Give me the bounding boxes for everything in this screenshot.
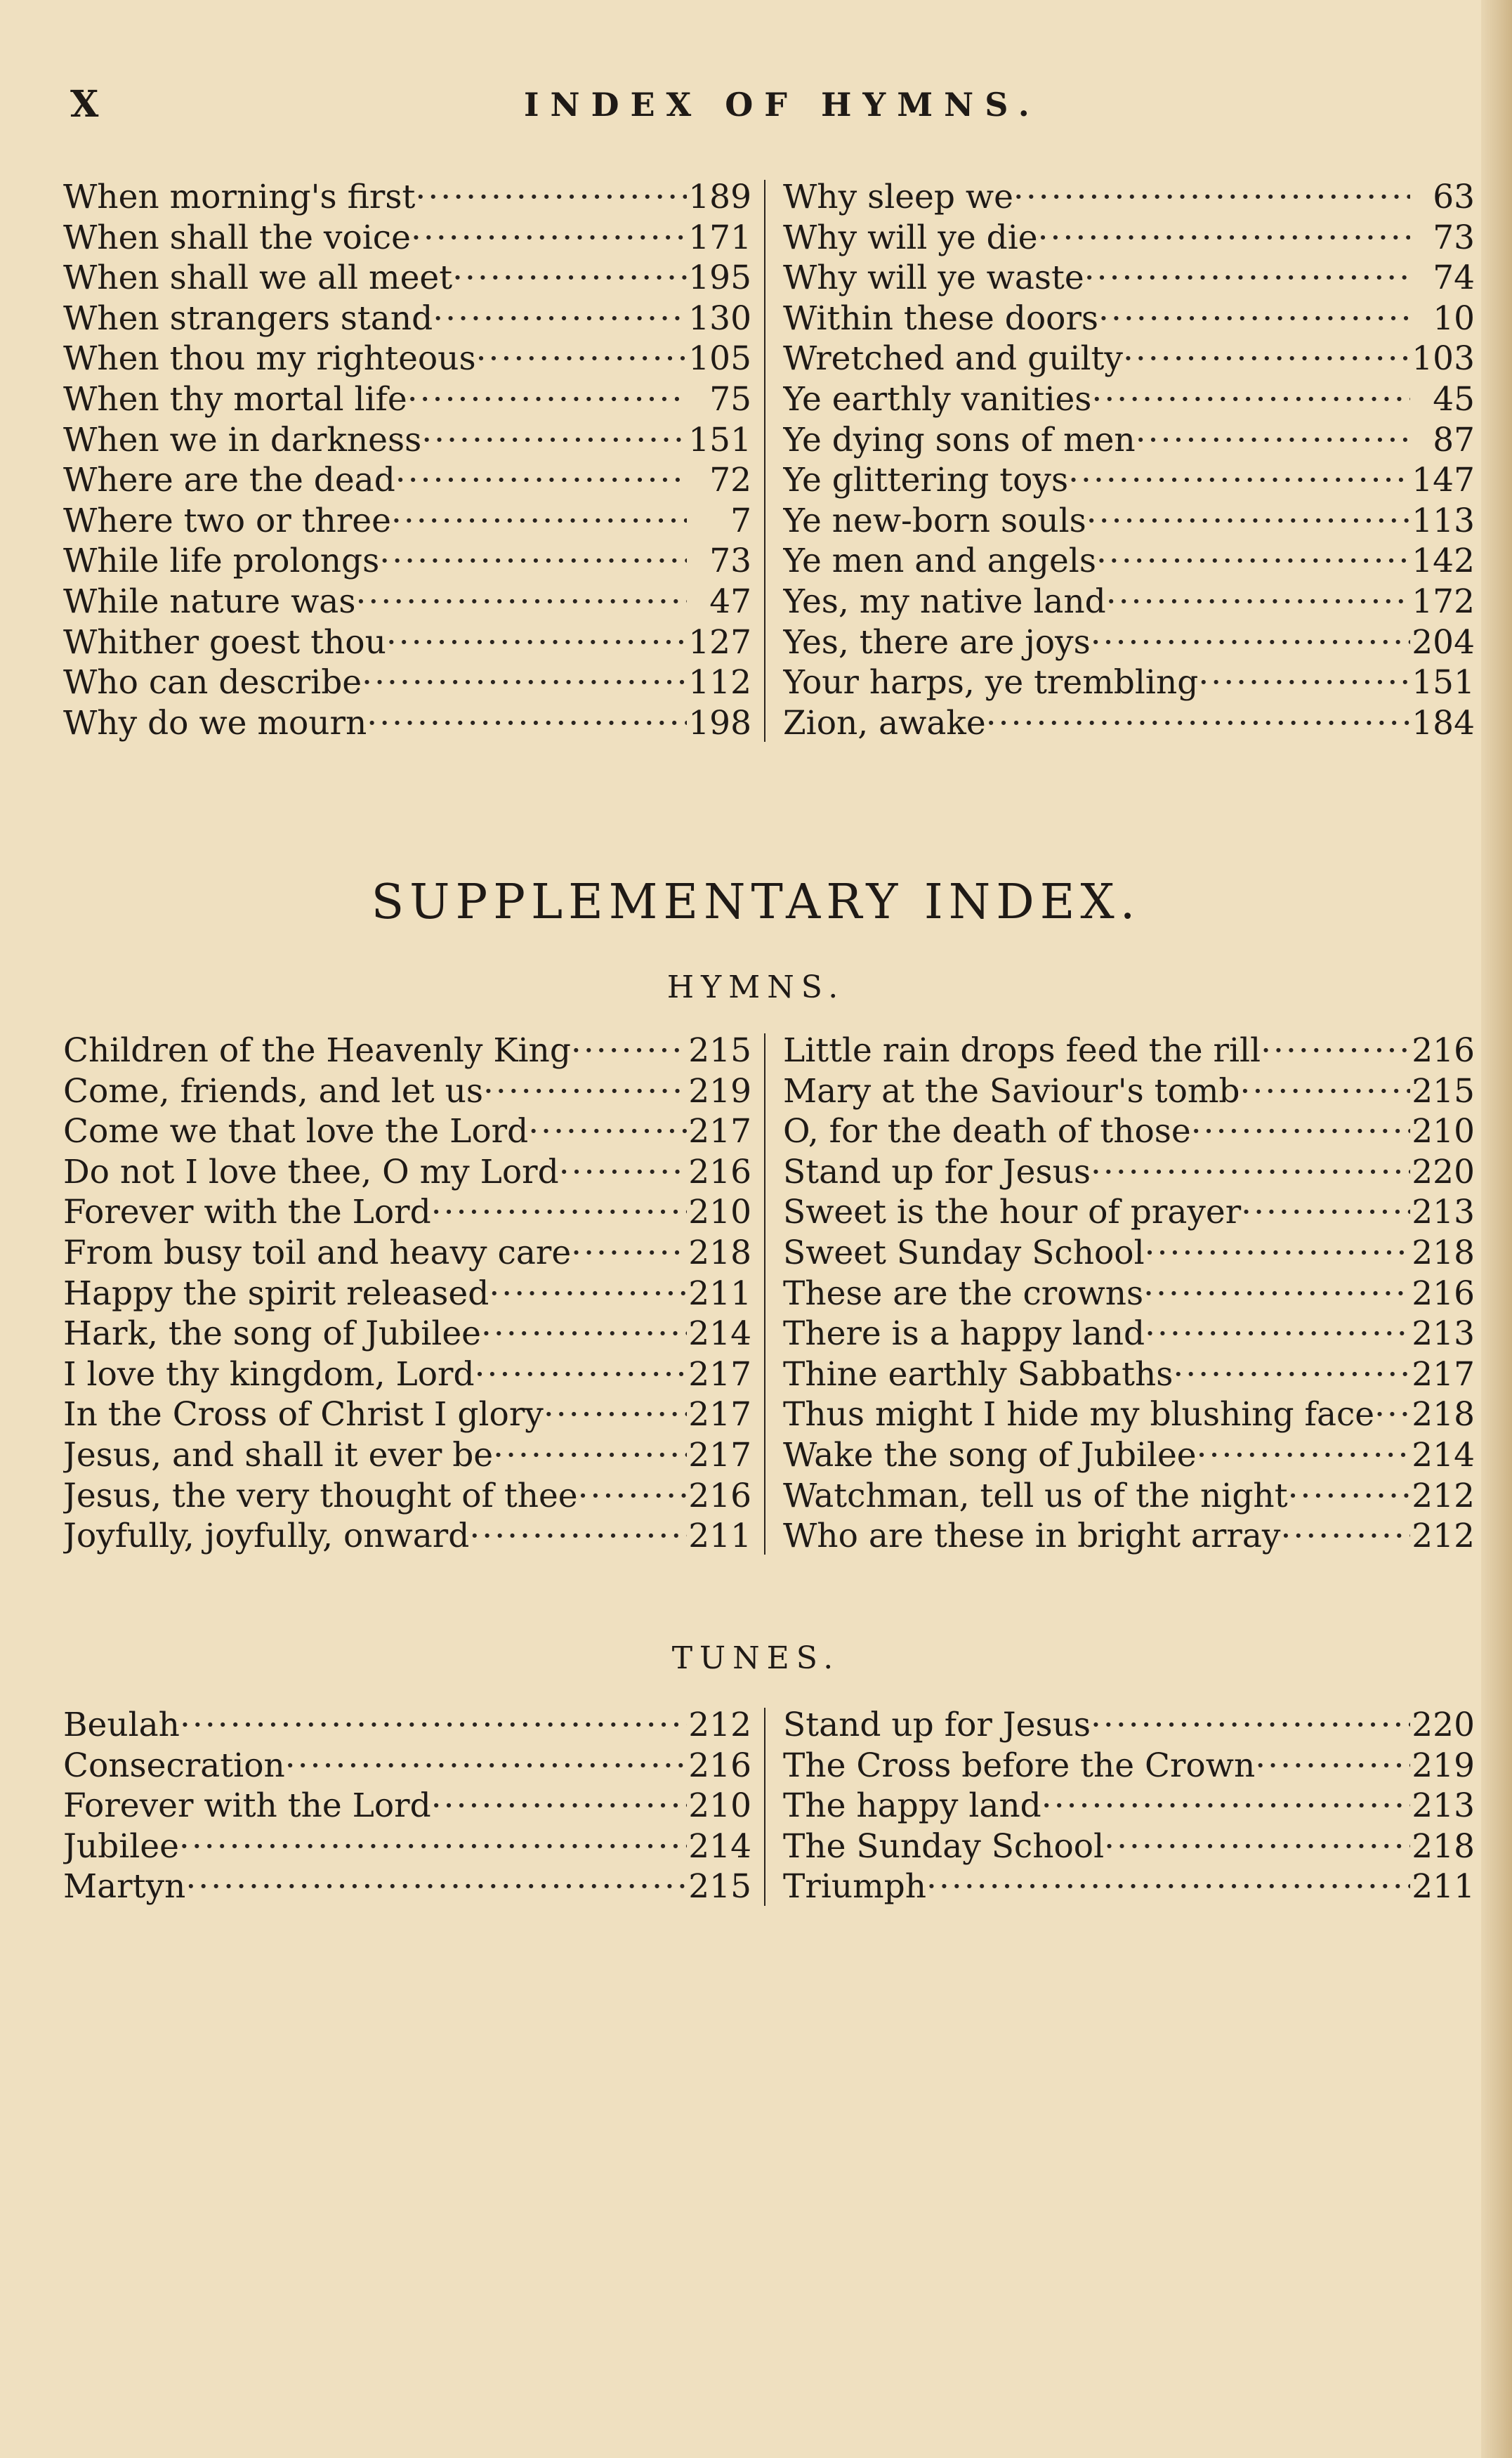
- entry-page-number: 198: [688, 703, 751, 743]
- index-entry: [783, 1516, 1475, 1557]
- dot-leader: [386, 622, 687, 663]
- dot-leader: [1241, 1192, 1410, 1233]
- index-entry: [63, 299, 751, 339]
- dot-leader: [469, 1516, 687, 1557]
- dot-leader: [571, 1031, 687, 1071]
- dot-leader: [528, 1111, 687, 1152]
- entry-page-number: 87: [1433, 420, 1475, 459]
- entry-title: Ye glittering toys: [783, 461, 1069, 500]
- dot-leader: [1068, 460, 1410, 501]
- entry-title: Mary at the Saviour's tomb: [783, 1071, 1240, 1111]
- dot-leader: [1280, 1516, 1410, 1557]
- index-entry: [63, 1476, 751, 1517]
- dot-leader: [1084, 258, 1410, 299]
- entry-page-number: 216: [688, 1152, 751, 1191]
- entry-title: I love thy kingdom, Lord: [63, 1354, 475, 1394]
- dot-leader: [1288, 1476, 1410, 1517]
- entry-page-number: 204: [1412, 622, 1475, 662]
- index-entry: [783, 1867, 1475, 1907]
- index-entry: [63, 1354, 751, 1395]
- dot-leader: [1106, 582, 1410, 622]
- entry-page-number: 215: [688, 1031, 751, 1070]
- dot-leader: [1041, 1786, 1410, 1826]
- entry-title: Watchman, tell us of the night: [783, 1476, 1288, 1515]
- page-number: X: [70, 83, 100, 126]
- entry-page-number: 72: [709, 461, 751, 500]
- entry-title: Stand up for Jesus: [783, 1152, 1091, 1191]
- entry-page-number: 211: [1412, 1867, 1475, 1907]
- entry-page-number: 103: [1412, 339, 1475, 379]
- entry-page-number: 73: [1433, 218, 1475, 257]
- index-entry: [63, 1826, 751, 1867]
- entry-title: Martyn: [63, 1867, 186, 1907]
- entry-title: Where two or three: [63, 501, 391, 540]
- entry-page-number: 172: [1412, 582, 1475, 621]
- dot-leader: [1374, 1394, 1410, 1435]
- dot-leader: [452, 258, 687, 299]
- entry-page-number: 218: [1412, 1826, 1475, 1866]
- entry-page-number: 127: [688, 622, 751, 662]
- index-entry: [783, 1746, 1475, 1786]
- dot-leader: [1255, 1746, 1410, 1786]
- index-entry: [783, 1394, 1475, 1435]
- dot-leader: [1104, 1826, 1410, 1867]
- entry-page-number: 210: [688, 1786, 751, 1826]
- entry-title: Your harps, ye trembling: [783, 663, 1199, 702]
- entry-title: While life prolongs: [63, 542, 380, 581]
- entry-page-number: 213: [1412, 1193, 1475, 1232]
- index-entry: [63, 1274, 751, 1314]
- entry-title: Sweet Sunday School: [783, 1233, 1145, 1272]
- index-entry: [63, 1233, 751, 1274]
- index-entry: [63, 1111, 751, 1152]
- index-entry: [63, 1705, 751, 1746]
- entry-page-number: 142: [1412, 542, 1475, 581]
- entry-page-number: 213: [1412, 1314, 1475, 1354]
- index-entry: [783, 1826, 1475, 1867]
- entry-title: When shall the voice: [63, 218, 411, 257]
- dot-leader: [1123, 339, 1410, 379]
- dot-leader: [1240, 1071, 1410, 1112]
- supplementary-tunes: [63, 1705, 1475, 1910]
- entry-title: Joyfully, joyfully, onward: [63, 1517, 470, 1556]
- dot-leader: [1197, 1435, 1410, 1476]
- entry-title: When thy mortal life: [63, 379, 407, 419]
- entry-title: Yes, my native land: [783, 582, 1106, 621]
- entry-title: Thine earthly Sabbaths: [783, 1354, 1174, 1394]
- entry-title: When shall we all meet: [63, 259, 453, 298]
- entry-title: Thus might I hide my blushing face: [783, 1395, 1375, 1434]
- entry-title: Do not I love thee, O my Lord: [63, 1152, 559, 1191]
- entry-title: Where are the dead: [63, 461, 395, 500]
- dot-leader: [1261, 1031, 1410, 1071]
- index-entry: [63, 501, 751, 542]
- index-entry: [63, 582, 751, 622]
- dot-leader: [1096, 541, 1410, 582]
- dot-leader: [986, 703, 1410, 744]
- entry-page-number: 217: [688, 1112, 751, 1151]
- main-index: [63, 177, 1475, 746]
- entry-title: The happy land: [783, 1786, 1041, 1826]
- entry-page-number: 195: [688, 259, 751, 298]
- entry-title: Ye dying sons of men: [783, 420, 1136, 459]
- index-entry: [783, 1031, 1475, 1071]
- dot-leader: [367, 703, 687, 744]
- index-entry: [63, 1071, 751, 1112]
- column-divider: [764, 180, 765, 742]
- dot-leader: [1098, 299, 1410, 339]
- entry-title: Happy the spirit released: [63, 1274, 489, 1313]
- entry-page-number: 105: [688, 339, 751, 379]
- entry-page-number: 7: [730, 501, 751, 540]
- entry-page-number: 74: [1433, 259, 1475, 298]
- entry-page-number: 63: [1433, 178, 1475, 216]
- entry-title: Jesus, and shall it ever be: [63, 1435, 494, 1475]
- dot-leader: [559, 1152, 687, 1193]
- index-entry: [783, 582, 1475, 622]
- entry-page-number: 218: [1412, 1233, 1475, 1272]
- tunes-heading: TUNES.: [671, 1640, 841, 1676]
- index-entry: [63, 622, 751, 663]
- index-entry: [63, 1314, 751, 1354]
- dot-leader: [355, 582, 687, 622]
- entry-page-number: 10: [1433, 299, 1475, 338]
- supplementary-hymns-left-column: [63, 1031, 751, 1557]
- entry-title: Forever with the Lord: [63, 1193, 431, 1232]
- dot-leader: [1086, 501, 1410, 542]
- index-entry: [63, 339, 751, 379]
- entry-page-number: 217: [1412, 1354, 1475, 1394]
- entry-page-number: 113: [1412, 501, 1475, 540]
- dot-leader: [1091, 1705, 1410, 1746]
- dot-leader: [475, 1354, 687, 1395]
- entry-title: When strangers stand: [63, 299, 433, 338]
- dot-leader: [180, 1705, 687, 1746]
- dot-leader: [433, 299, 687, 339]
- main-index-right-column: [783, 177, 1475, 743]
- entry-title: Wretched and guilty: [783, 339, 1123, 379]
- dot-leader: [1145, 1314, 1410, 1354]
- entry-title: While nature was: [63, 582, 356, 621]
- dot-leader: [421, 420, 687, 461]
- entry-title: Children of the Heavenly King: [63, 1031, 571, 1070]
- dot-leader: [489, 1274, 687, 1314]
- dot-leader: [1143, 1274, 1410, 1314]
- index-entry: [783, 1111, 1475, 1152]
- entry-title: Stand up for Jesus: [783, 1706, 1091, 1744]
- index-entry: [783, 1233, 1475, 1274]
- supplementary-tunes-left-column: [63, 1705, 751, 1907]
- dot-leader: [493, 1435, 687, 1476]
- index-entry: [783, 299, 1475, 339]
- index-entry: [783, 1314, 1475, 1354]
- index-entry: [783, 1435, 1475, 1476]
- index-entry: [63, 258, 751, 299]
- entry-title: Come, friends, and let us: [63, 1071, 483, 1111]
- entry-title: Why will ye waste: [783, 259, 1084, 298]
- entry-title: Whither goest thou: [63, 622, 386, 662]
- index-entry: [63, 1516, 751, 1557]
- entry-page-number: 219: [1412, 1746, 1475, 1785]
- index-entry: [783, 1476, 1475, 1517]
- entry-title: Beulah: [63, 1706, 180, 1744]
- supplementary-hymns-right-column: [783, 1031, 1475, 1557]
- entry-page-number: 220: [1412, 1706, 1475, 1744]
- dot-leader: [544, 1394, 687, 1435]
- entry-page-number: 216: [688, 1746, 751, 1785]
- entry-page-number: 151: [1412, 663, 1475, 702]
- index-entry: [63, 1786, 751, 1826]
- index-entry: [783, 258, 1475, 299]
- entry-page-number: 189: [688, 178, 751, 216]
- entry-title: Hark, the song of Jubilee: [63, 1314, 481, 1354]
- hymns-heading: HYMNS.: [666, 969, 846, 1005]
- entry-title: Triumph: [783, 1867, 927, 1907]
- entry-page-number: 73: [709, 542, 751, 581]
- dot-leader: [1191, 1111, 1410, 1152]
- entry-page-number: 218: [1412, 1395, 1475, 1434]
- dot-leader: [395, 460, 687, 501]
- entry-page-number: 216: [688, 1476, 751, 1515]
- entry-title: The Cross before the Crown: [783, 1746, 1256, 1785]
- entry-page-number: 214: [688, 1314, 751, 1354]
- entry-title: Who can describe: [63, 663, 362, 702]
- dot-leader: [431, 1192, 687, 1233]
- dot-leader: [431, 1786, 687, 1826]
- entry-title: Why sleep we: [783, 178, 1013, 216]
- index-entry: [783, 420, 1475, 461]
- index-entry: [783, 1354, 1475, 1395]
- index-entry: [63, 1867, 751, 1907]
- index-entry: [783, 541, 1475, 582]
- entry-page-number: 214: [688, 1826, 751, 1866]
- entry-page-number: 210: [688, 1193, 751, 1232]
- index-entry: [63, 218, 751, 259]
- dot-leader: [411, 218, 687, 259]
- dot-leader: [1013, 177, 1410, 218]
- dot-leader: [179, 1826, 687, 1867]
- index-entry: [783, 662, 1475, 703]
- index-entry: [783, 460, 1475, 501]
- dot-leader: [1038, 218, 1410, 259]
- entry-page-number: 47: [709, 582, 751, 621]
- main-index-left-column: [63, 177, 751, 743]
- entry-title: When thou my righteous: [63, 339, 476, 379]
- entry-page-number: 171: [688, 218, 751, 257]
- dot-leader: [1145, 1233, 1410, 1274]
- index-entry: [783, 1192, 1475, 1233]
- entry-page-number: 211: [688, 1517, 751, 1556]
- entry-title: The Sunday School: [783, 1826, 1105, 1866]
- entry-title: Within these doors: [783, 299, 1099, 338]
- entry-page-number: 215: [1412, 1071, 1475, 1111]
- index-entry: [63, 703, 751, 744]
- dot-leader: [1173, 1354, 1410, 1395]
- supplementary-hymns: [63, 1031, 1475, 1559]
- entry-page-number: 211: [688, 1274, 751, 1313]
- entry-page-number: 212: [688, 1706, 751, 1744]
- running-title: INDEX OF HYMNS.: [524, 86, 1041, 124]
- index-entry: [783, 501, 1475, 542]
- index-entry: [783, 177, 1475, 218]
- dot-leader: [391, 501, 687, 542]
- entry-page-number: 75: [709, 379, 751, 419]
- entry-page-number: 218: [688, 1233, 751, 1272]
- index-entry: [63, 1746, 751, 1786]
- entry-page-number: 217: [688, 1435, 751, 1475]
- entry-page-number: 213: [1412, 1786, 1475, 1826]
- entry-title: Jubilee: [63, 1826, 179, 1866]
- entry-page-number: 215: [688, 1867, 751, 1907]
- entry-page-number: 45: [1433, 379, 1475, 419]
- index-entry: [783, 703, 1475, 744]
- entry-page-number: 214: [1412, 1435, 1475, 1475]
- dot-leader: [185, 1867, 687, 1907]
- entry-page-number: 212: [1412, 1476, 1475, 1515]
- dot-leader: [379, 541, 687, 582]
- running-head: [70, 83, 1461, 132]
- dot-leader: [926, 1867, 1410, 1907]
- dot-leader: [1091, 622, 1410, 663]
- dot-leader: [362, 662, 687, 703]
- entry-page-number: 219: [688, 1071, 751, 1111]
- entry-page-number: 112: [688, 663, 751, 702]
- entry-page-number: 216: [1412, 1274, 1475, 1313]
- entry-page-number: 216: [1412, 1031, 1475, 1070]
- dot-leader: [1136, 420, 1410, 461]
- entry-page-number: 212: [1412, 1517, 1475, 1556]
- page-edge: [1481, 0, 1512, 2458]
- index-entry: [63, 1152, 751, 1193]
- index-entry: [63, 1394, 751, 1435]
- dot-leader: [285, 1746, 687, 1786]
- index-entry: [783, 379, 1475, 420]
- index-entry: [783, 622, 1475, 663]
- dot-leader: [415, 177, 687, 218]
- entry-title: Forever with the Lord: [63, 1786, 431, 1826]
- entry-title: These are the crowns: [783, 1274, 1144, 1313]
- dot-leader: [483, 1071, 687, 1112]
- entry-title: Ye earthly vanities: [783, 379, 1092, 419]
- entry-page-number: 220: [1412, 1152, 1475, 1191]
- index-entry: [783, 1071, 1475, 1112]
- entry-title: Yes, there are joys: [783, 622, 1091, 662]
- supplementary-tunes-right-column: [783, 1705, 1475, 1907]
- entry-page-number: 147: [1412, 461, 1475, 500]
- index-entry: [783, 1786, 1475, 1826]
- entry-title: Who are these in bright array: [783, 1517, 1281, 1556]
- entry-title: Why will ye die: [783, 218, 1038, 257]
- dot-leader: [571, 1233, 687, 1274]
- entry-page-number: 151: [688, 420, 751, 459]
- entry-page-number: 217: [688, 1395, 751, 1434]
- entry-title: When we in darkness: [63, 420, 422, 459]
- dot-leader: [578, 1476, 687, 1517]
- entry-title: Why do we mourn: [63, 703, 367, 743]
- dot-leader: [1198, 662, 1410, 703]
- column-divider: [764, 1708, 765, 1906]
- entry-title: In the Cross of Christ I glory: [63, 1395, 544, 1434]
- entry-title: Ye men and angels: [783, 542, 1096, 581]
- index-entry: [63, 1192, 751, 1233]
- dot-leader: [1091, 1152, 1410, 1193]
- index-entry: [63, 1031, 751, 1071]
- entry-title: From busy toil and heavy care: [63, 1233, 572, 1272]
- entry-title: Ye new-born souls: [783, 501, 1086, 540]
- entry-title: Come we that love the Lord: [63, 1112, 529, 1151]
- entry-title: When morning's first: [63, 178, 416, 216]
- index-entry: [783, 339, 1475, 379]
- dot-leader: [481, 1314, 687, 1354]
- entry-title: Little rain drops feed the rill: [783, 1031, 1261, 1070]
- dot-leader: [476, 339, 687, 379]
- entry-title: Wake the song of Jubilee: [783, 1435, 1197, 1475]
- index-entry: [783, 1705, 1475, 1746]
- entry-page-number: 130: [688, 299, 751, 338]
- index-entry: [783, 1274, 1475, 1314]
- dot-leader: [1091, 379, 1410, 420]
- entry-page-number: 217: [688, 1354, 751, 1394]
- entry-title: Zion, awake: [783, 703, 986, 743]
- index-entry: [63, 1435, 751, 1476]
- index-entry: [783, 1152, 1475, 1193]
- column-divider: [764, 1033, 765, 1555]
- index-entry: [63, 662, 751, 703]
- dot-leader: [407, 379, 687, 420]
- supplementary-index-title: SUPPLEMENTARY INDEX.: [371, 875, 1141, 930]
- index-entry: [63, 541, 751, 582]
- entry-page-number: 210: [1412, 1112, 1475, 1151]
- index-entry: [63, 420, 751, 461]
- entry-title: O, for the death of those: [783, 1112, 1191, 1151]
- entry-title: Consecration: [63, 1746, 285, 1785]
- entry-title: There is a happy land: [783, 1314, 1145, 1354]
- entry-title: Sweet is the hour of prayer: [783, 1193, 1242, 1232]
- entry-page-number: 184: [1412, 703, 1475, 743]
- index-entry: [63, 460, 751, 501]
- index-entry: [63, 379, 751, 420]
- index-entry: [63, 177, 751, 218]
- entry-title: Jesus, the very thought of thee: [63, 1476, 578, 1515]
- index-entry: [783, 218, 1475, 259]
